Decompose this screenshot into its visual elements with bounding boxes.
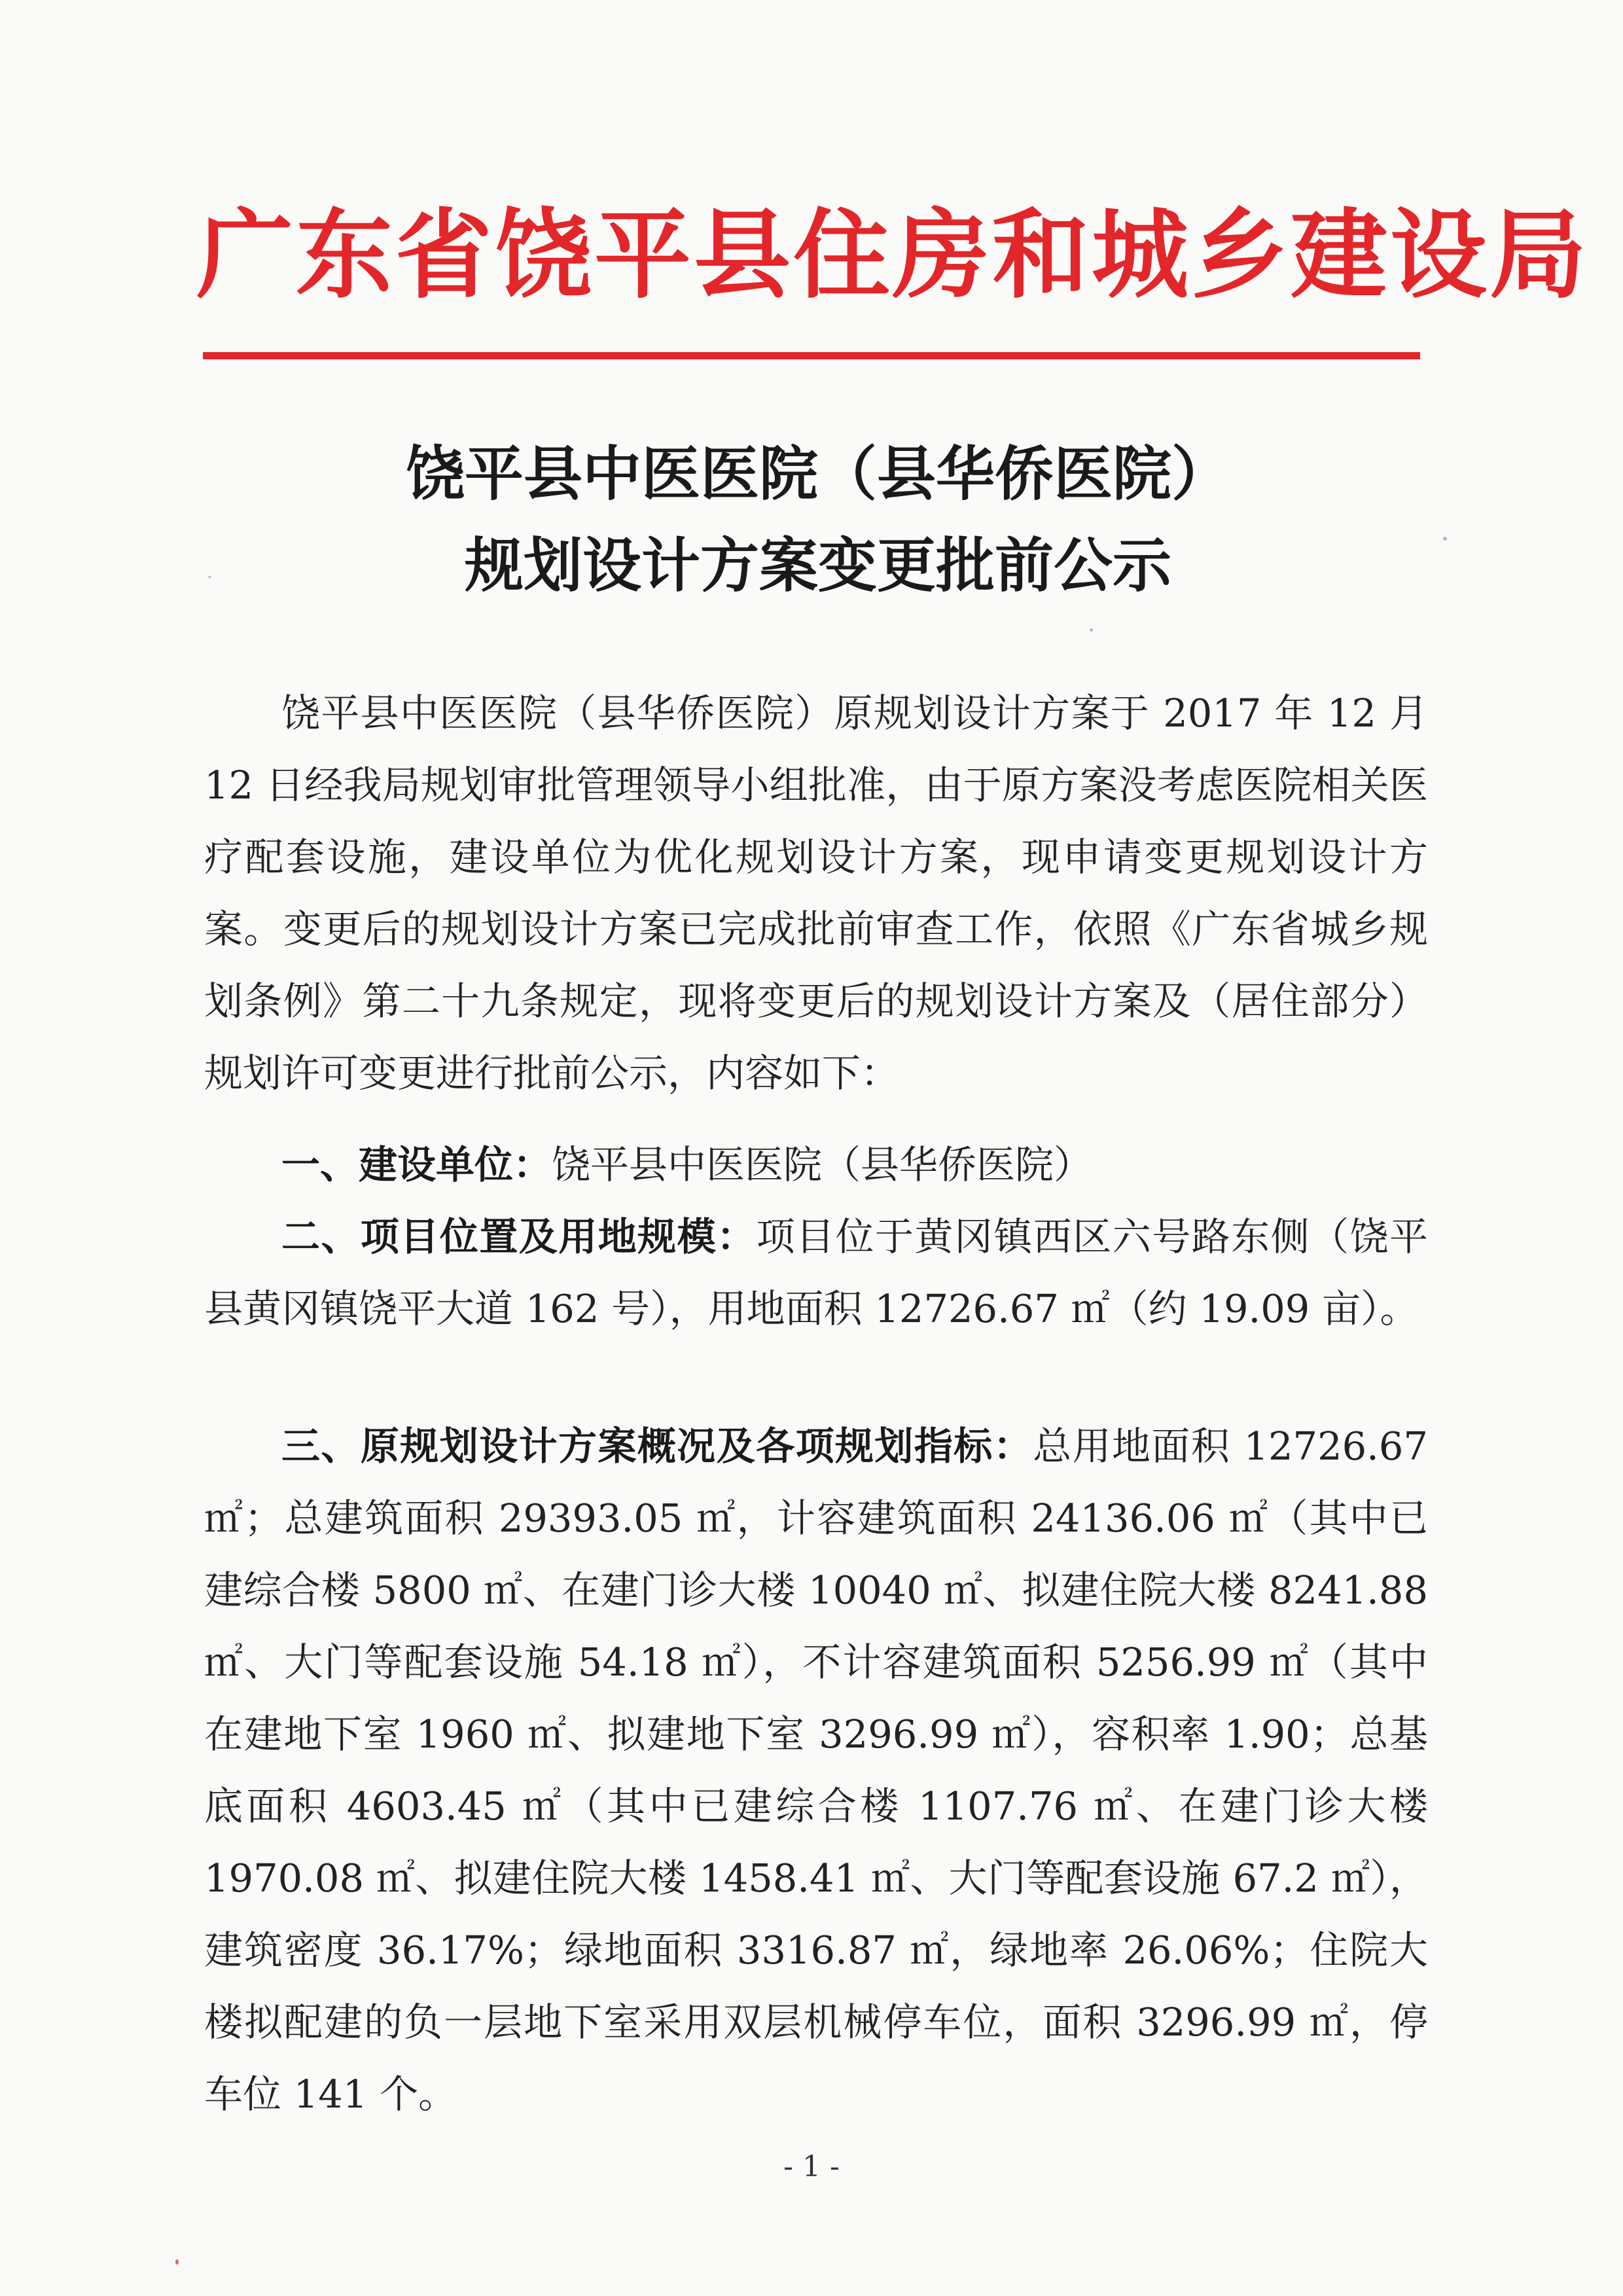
agency-letterhead: 广东省饶平县住房和城乡建设局 — [196, 199, 1589, 312]
scan-speck — [208, 576, 211, 578]
section-2-text: 项目位于黄冈镇西区六号路东侧（饶平县黄冈镇饶平大道 162 号），用地面积 12726.67 ㎡（约 19.09 亩）。 — [204, 1214, 1428, 1331]
scan-speck — [1090, 628, 1093, 632]
letterhead-red-rule — [203, 352, 1420, 359]
section-3-heading: 三、原规划设计方案概况及各项规划指标： — [281, 1424, 1033, 1469]
section-original-plan-indicators — [204, 1410, 1428, 2130]
section-2-heading: 二、项目位置及用地规模： — [281, 1214, 757, 1259]
document-title-line-1: 饶平县中医医院（县华侨医院） — [406, 439, 1230, 509]
section-1-text: 饶平县中医医院（县华侨医院） — [552, 1142, 1093, 1187]
section-location-scale — [204, 1201, 1428, 1345]
scan-speck — [175, 2259, 179, 2265]
section-construction-unit — [204, 1129, 1428, 1201]
page-number: - 1 - — [783, 2150, 840, 2183]
intro-paragraph — [204, 677, 1428, 1109]
scan-speck — [1443, 537, 1447, 541]
intro-text: 饶平县中医医院（县华侨医院）原规划设计方案于 2017 年 12 月 12 日经我局规划审批管理领导小组批准，由于原方案没考虑医院相关医疗配套设施，建设单位为优化规划设计方案，现申请变更规划设计方案。变更后的规划设计方案已完成批前审查工作，依照《广东省城乡规划条例》第二十九条规定，现将变更后的规划设计方案及（居住部分）规划许可变更进行批前公示，内容如下： — [204, 691, 1428, 1096]
document-title-line-2: 规划设计方案变更批前公示 — [465, 531, 1171, 600]
section-1-heading: 一、建设单位： — [281, 1142, 552, 1187]
section-3-text: 总用地面积 12726.67 ㎡；总建筑面积 29393.05 ㎡，计容建筑面积 24136.06 ㎡（其中已建综合楼 5800 ㎡、在建门诊大楼 10040 ㎡、拟建住院大楼 8241.88 ㎡、大门等配套设施 54.18 ㎡），不计容建筑面积 5256.99 ㎡（其中在建地下室 1960 ㎡、拟建地下室 3296.99 ㎡），容积率 1.90；总基底面积 4603.45 ㎡（其中已建综合楼 1107.76 ㎡、在建门诊大楼 1970.08 ㎡、拟建住院大楼 1458.41 ㎡、大门等配套设施 67.2 ㎡），建筑密度 36.17%；绿地面积 3316.87 ㎡，绿地率 26.06%；住院大楼拟配建的负一层地下室采用双层机械停车位，面积 3296.99 ㎡，停车位 141 个。 — [204, 1424, 1428, 2117]
